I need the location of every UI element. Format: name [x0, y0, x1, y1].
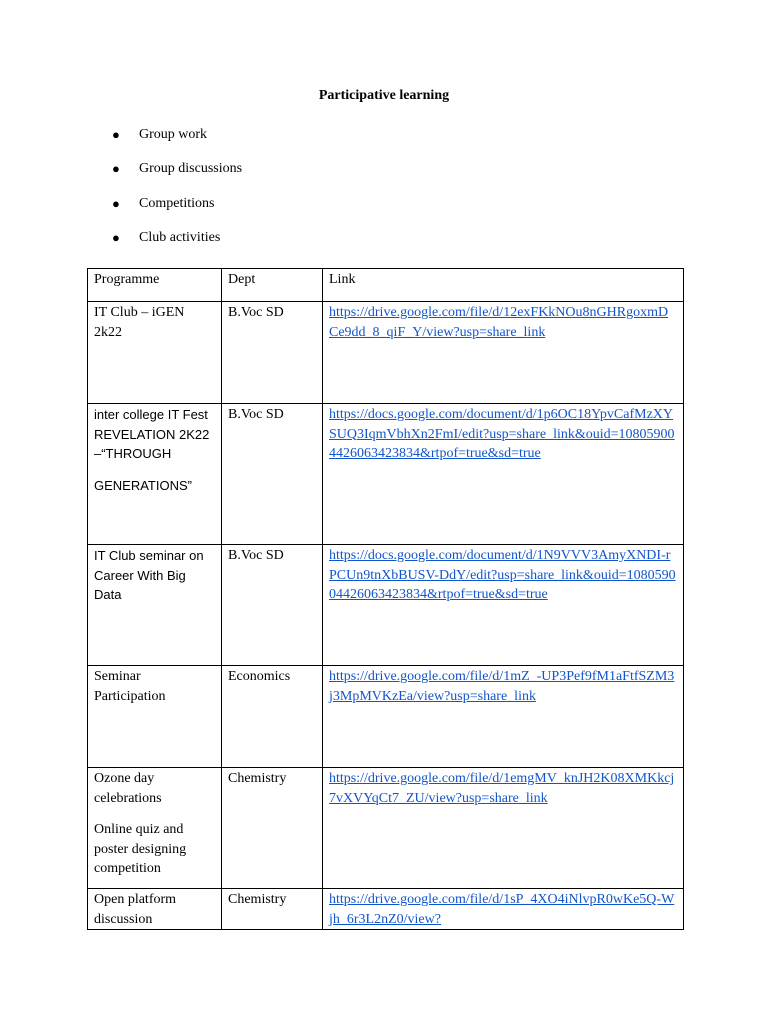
- programme-text: IT Club seminar on Career With Big Data: [94, 548, 204, 602]
- bullet-text: Group work: [139, 127, 208, 142]
- header-dept: Dept: [222, 269, 323, 302]
- link[interactable]: https://drive.google.com/file/d/1emgMV_knJH2K08XMKkcj7vXVYqCt7_ZU/view?usp=share_link: [329, 771, 675, 806]
- bullet-text: Competitions: [139, 195, 215, 211]
- bullet-icon: ●: [112, 195, 120, 211]
- bullet-icon: ●: [112, 127, 120, 142]
- table-row: [88, 545, 684, 666]
- link-cell: [323, 666, 684, 768]
- page-title: Participative learning: [318, 88, 450, 103]
- programme-text: inter college IT Fest REVELATION 2K22 –“THROUGH: [94, 407, 210, 461]
- programme-cell: [88, 889, 222, 930]
- bullet-icon: ●: [112, 229, 120, 245]
- programme-text: Online quiz and poster designing competition: [94, 822, 187, 876]
- link[interactable]: https://drive.google.com/file/d/1sP_4XO4iNlvpR0wKe5Q-Wjh_6r3L2nZ0/view?: [329, 892, 675, 927]
- link-cell: [323, 545, 684, 666]
- link[interactable]: https://drive.google.com/file/d/1mZ_-UP3Pef9fM1aFtfSZM3j3MpMVKzEa/view?usp=share_link: [329, 669, 675, 704]
- programme-text: Seminar Participation: [94, 669, 166, 704]
- link-cell: [323, 768, 684, 889]
- dept-cell: Economics: [222, 666, 323, 768]
- link-cell: [323, 404, 684, 545]
- bullet-item: [112, 229, 242, 263]
- dept-cell: B.Voc SD: [222, 545, 323, 666]
- programme-text: IT Club – iGEN 2k22: [94, 305, 185, 340]
- table-row: [88, 404, 684, 545]
- bullet-list: [112, 126, 242, 263]
- programme-cell: [88, 545, 222, 666]
- link-cell: [323, 302, 684, 404]
- link[interactable]: https://drive.google.com/file/d/12exFKkNOu8nGHRgoxmDCe9dd_8_qiF_Y/view?usp=share_link: [329, 305, 669, 340]
- table-row: [88, 889, 684, 930]
- programme-text: Open platform discussion: [94, 892, 177, 927]
- link[interactable]: https://docs.google.com/document/d/1N9VVV3AmyXNDI-rPCUn9tnXbBUSV-DdY/edit?usp=share_link&ouid=108059004426063423834&rtpof=true&sd=true: [329, 548, 676, 602]
- dept-cell: Chemistry: [222, 889, 323, 930]
- dept-cell: Chemistry: [222, 768, 323, 889]
- header-link: Link: [323, 269, 684, 302]
- programme-cell: [88, 768, 222, 889]
- table-row: [88, 302, 684, 404]
- programme-text: Ozone day celebrations: [94, 771, 162, 806]
- programme-table: [87, 268, 684, 930]
- table-row: [88, 768, 684, 889]
- link-cell: [323, 889, 684, 930]
- programme-cell: [88, 666, 222, 768]
- bullet-icon: ●: [112, 161, 120, 177]
- bullet-item: [112, 160, 242, 194]
- bullet-text: Club activities: [139, 229, 221, 245]
- programme-cell: [88, 404, 222, 545]
- dept-cell: B.Voc SD: [222, 302, 323, 404]
- bullet-item: [112, 195, 242, 229]
- table-header-row: [88, 269, 684, 302]
- dept-cell: B.Voc SD: [222, 404, 323, 545]
- bullet-text: Group discussions: [139, 161, 243, 177]
- bullet-item: [112, 126, 242, 160]
- header-programme: Programme: [88, 269, 222, 302]
- table-row: [88, 666, 684, 768]
- programme-cell: [88, 302, 222, 404]
- link[interactable]: https://docs.google.com/document/d/1p6OC18YpvCafMzXYSUQ3IqmVbhXn2FmI/edit?usp=share_link&ouid=108059004426063423834&rtpof=true&sd=true: [329, 407, 675, 461]
- programme-text: GENERATIONS”: [94, 477, 192, 493]
